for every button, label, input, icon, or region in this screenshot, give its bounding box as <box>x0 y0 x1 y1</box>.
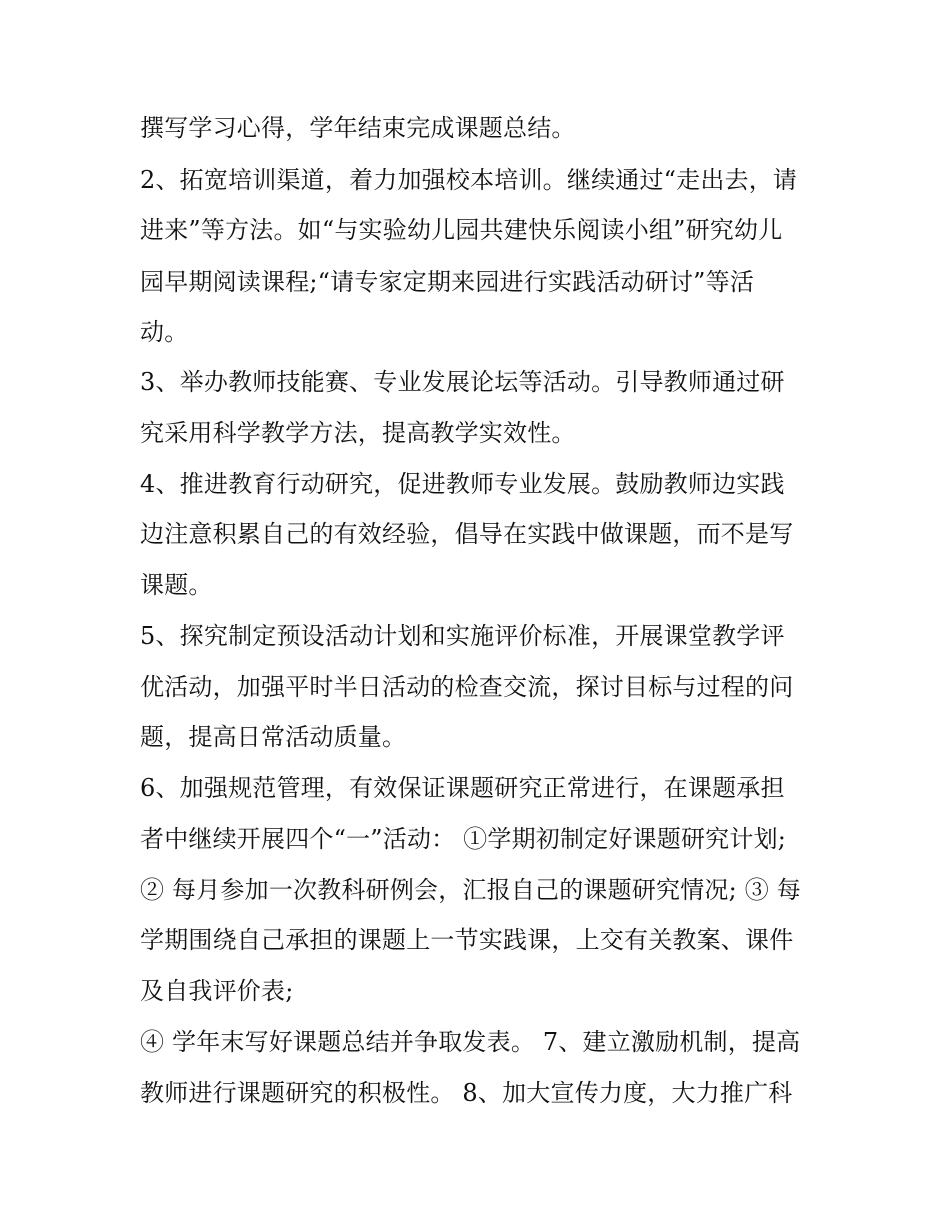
text-line: 动。 <box>140 318 189 346</box>
text-line: 教师进行课题研究的积极性。 8、加大宣传力度，大力推广科 <box>140 1079 793 1107</box>
text-line: 者中继续开展四个“一”活动： ①学期初制定好课题研究计划; <box>140 825 787 853</box>
text-line: 优活动，加强平时半日活动的检查交流，探讨目标与过程的问 <box>140 673 794 701</box>
text-line: ② 每月参加一次教科研例会，汇报自己的课题研究情况; ③ 每 <box>140 876 801 904</box>
text-line: 题，提高日常活动质量。 <box>140 723 407 751</box>
text-line: 边注意积累自己的有效经验，倡导在实践中做课题，而不是写 <box>140 520 794 548</box>
text-line: 撰写学习心得，学年结束完成课题总结。 <box>140 114 576 142</box>
text-line: 究采用科学教学方法，提高教学实效性。 <box>140 419 576 447</box>
text-line: 进来”等方法。如“与实验幼儿园共建快乐阅读小组”研究幼儿 <box>140 216 783 244</box>
text-line: 2、拓宽培训渠道，着力加强校本培训。继续通过“走出去，请 <box>140 166 798 194</box>
text-line: 学期围绕自己承担的课题上一节实践课，上交有关教案、课件 <box>140 926 794 954</box>
text-line: 课题。 <box>140 571 213 599</box>
text-line: 6、加强规范管理，有效保证课题研究正常进行，在课题承担 <box>140 774 785 802</box>
text-line: 3、举办教师技能赛、专业发展论坛等活动。引导教师通过研 <box>140 368 785 396</box>
text-line: 园早期阅读课程;“请专家定期来园进行实践活动研讨”等活 <box>140 268 755 296</box>
text-line: 及自我评价表; <box>140 977 294 1005</box>
text-line: ④ 学年末写好课题总结并争取发表。 7、建立激励机制，提高 <box>140 1028 801 1056</box>
text-line: 4、推进教育行动研究，促进教师专业发展。鼓励教师边实践 <box>140 470 785 498</box>
text-line: 5、探究制定预设活动计划和实施评价标准，开展课堂教学评 <box>140 622 785 650</box>
